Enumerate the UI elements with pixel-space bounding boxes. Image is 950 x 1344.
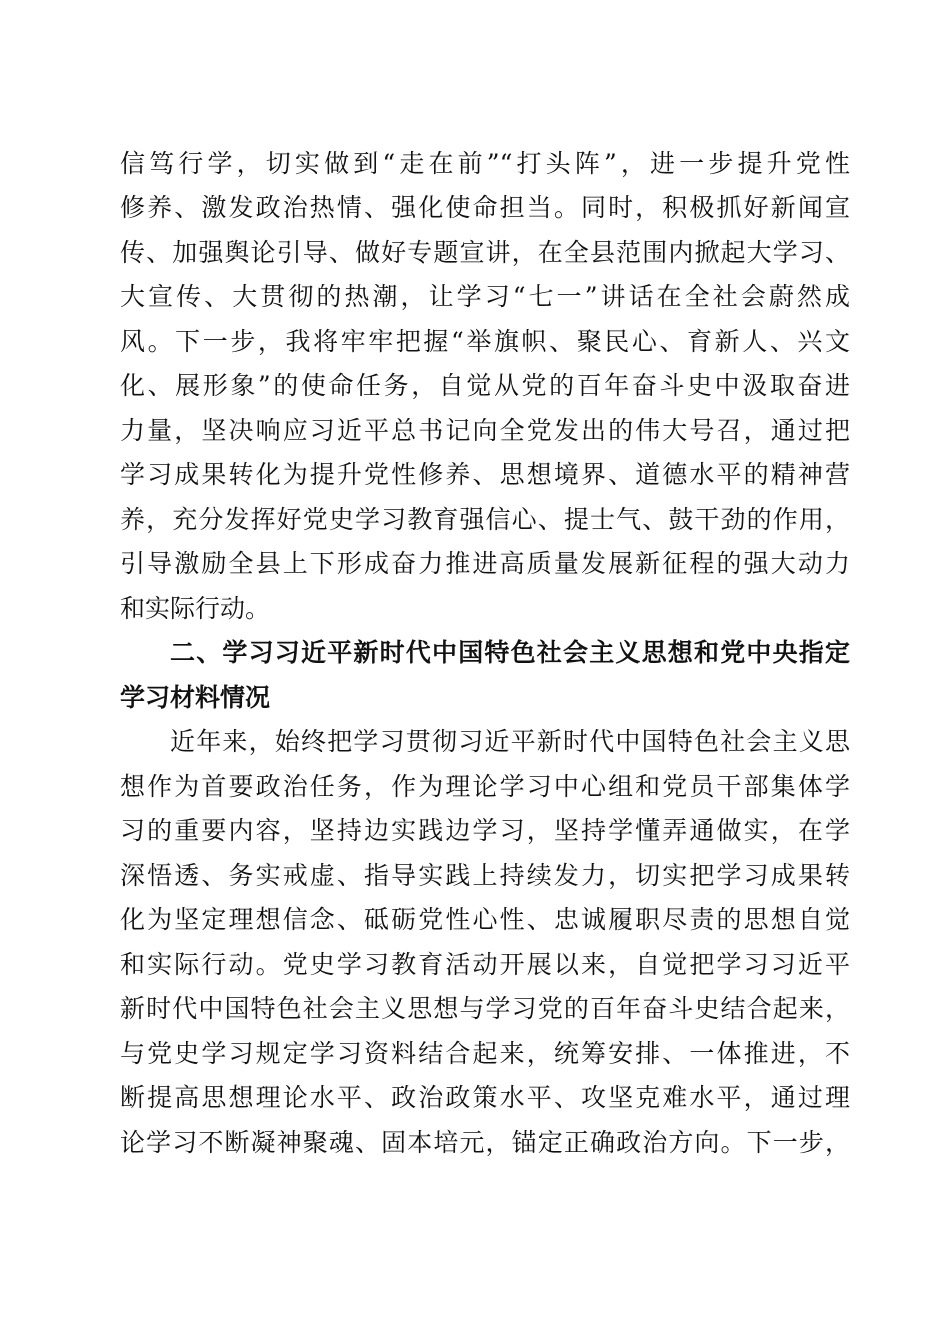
paragraph-line: 和实际行动。党史学习教育活动开展以来，自觉把学习习近平	[120, 950, 850, 979]
paragraph-line: 传、加强舆论引导、做好专题宣讲，在全县范围内掀起大学习、	[120, 238, 850, 267]
paragraph-line: 学习成果转化为提升党性修养、思想境界、道德水平的精神营	[120, 460, 850, 489]
paragraph-line: 新时代中国特色社会主义思想与学习党的百年奋斗史结合起来，	[120, 994, 850, 1023]
paragraph-line: 想作为首要政治任务，作为理论学习中心组和党员干部集体学	[120, 772, 850, 801]
paragraph-line: 深悟透、务实戒虚、指导实践上持续发力，切实把学习成果转	[120, 861, 850, 890]
paragraph-line: 风。下一步，我将牢牢把握“举旗帜、聚民心、育新人、兴文	[120, 327, 850, 356]
paragraph-line: 化、展形象”的使命任务，自觉从党的百年奋斗史中汲取奋进	[120, 371, 850, 400]
section-heading-line: 二、学习习近平新时代中国特色社会主义思想和党中央指定	[170, 638, 850, 667]
paragraph-line: 与党史学习规定学习资料结合起来，统筹安排、一体推进，不	[120, 1039, 850, 1068]
paragraph-line: 论学习不断凝神聚魂、固本培元，锚定正确政治方向。下一步，	[120, 1128, 850, 1157]
paragraph-line: 化为坚定理想信念、砥砺党性心性、忠诚履职尽责的思想自觉	[120, 905, 850, 934]
paragraph-line: 和实际行动。	[120, 594, 271, 623]
paragraph-line: 断提高思想理论水平、政治政策水平、攻坚克难水平，通过理	[120, 1083, 850, 1112]
paragraph-line: 引导激励全县上下形成奋力推进高质量发展新征程的强大动力	[120, 549, 850, 578]
paragraph-line: 力量，坚决响应习近平总书记向全党发出的伟大号召，通过把	[120, 416, 850, 445]
paragraph-line: 信笃行学，切实做到“走在前”“打头阵”，进一步提升党性	[120, 149, 850, 178]
paragraph-line: 养，充分发挥好党史学习教育强信心、提士气、鼓干劲的作用，	[120, 505, 850, 534]
paragraph-line: 习的重要内容，坚持边实践边学习，坚持学懂弄通做实，在学	[120, 816, 850, 845]
paragraph-line: 近年来，始终把学习贯彻习近平新时代中国特色社会主义思	[170, 727, 850, 756]
paragraph-line: 修养、激发政治热情、强化使命担当。同时，积极抓好新闻宣	[120, 193, 850, 222]
section-heading-line: 学习材料情况	[120, 683, 271, 712]
paragraph-line: 大宣传、大贯彻的热潮，让学习“七一”讲话在全社会蔚然成	[120, 282, 850, 311]
